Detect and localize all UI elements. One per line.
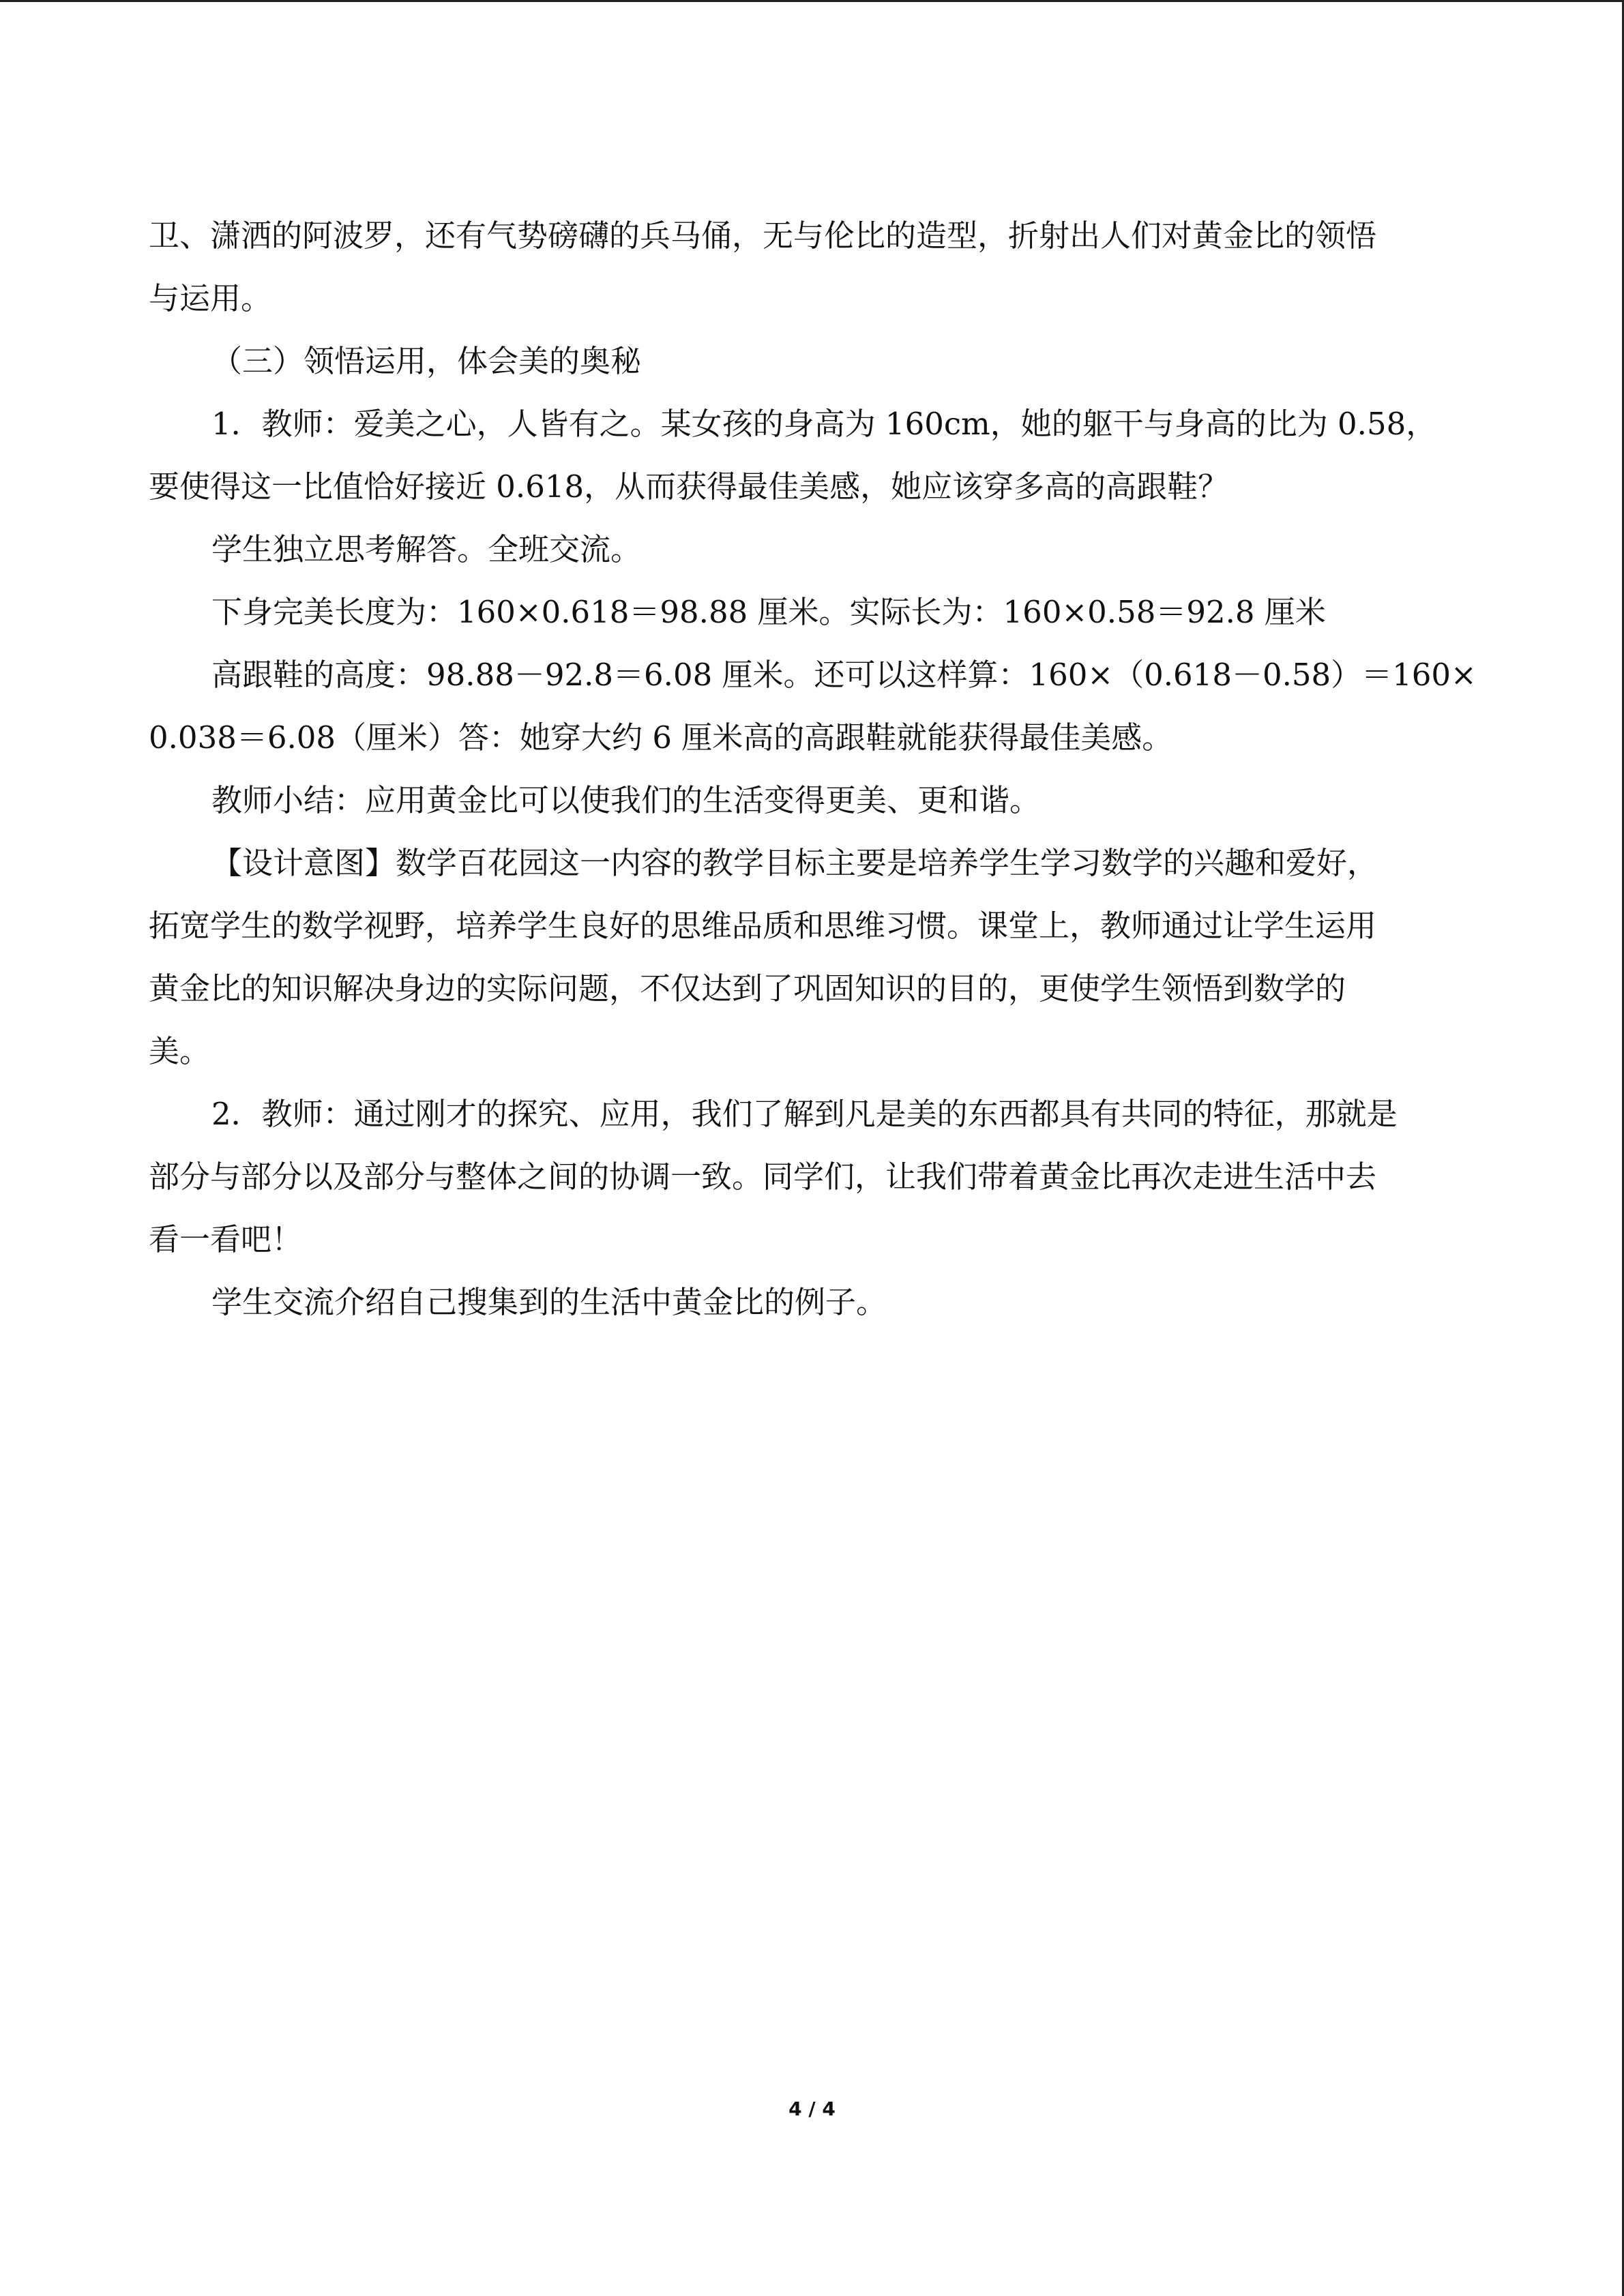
page-number: 4 / 4 <box>788 2098 836 2120</box>
design-intent-line: 【设计意图】数学百花园这一内容的教学目标主要是培养学生学习数学的兴趣和爱好， <box>211 845 1378 881</box>
paragraph-line: 部分与部分以及部分与整体之间的协调一致。同学们，让我们带着黄金比再次走进生活中去 <box>149 1159 1377 1195</box>
paragraph-line: 与运用。 <box>149 280 272 316</box>
paragraph-line: 2．教师：通过刚才的探究、应用，我们了解到凡是美的东西都具有共同的特征，那就是 <box>211 1096 1398 1132</box>
paragraph-line: 1．教师：爱美之心，人皆有之。某女孩的身高为 160cm，她的躯干与身高的比为 0.58， <box>211 406 1437 442</box>
paragraph-line: 学生独立思考解答。全班交流。 <box>211 531 642 567</box>
paragraph-line: 黄金比的知识解决身边的实际问题，不仅达到了巩固知识的目的，更使学生领悟到数学的 <box>149 970 1346 1007</box>
paragraph-line: 教师小结：应用黄金比可以使我们的生活变得更美、更和谐。 <box>211 782 1041 818</box>
page-border-top <box>0 0 1624 2</box>
paragraph-line: 学生交流介绍自己搜集到的生活中黄金比的例子。 <box>211 1284 887 1320</box>
paragraph-line: 0.038＝6.08（厘米）答：她穿大约 6 厘米高的高跟鞋就能获得最佳美感。 <box>149 719 1173 756</box>
paragraph-line: 下身完美长度为：160×0.618＝98.88 厘米。实际长为：160×0.58＝92.8 厘米 <box>211 594 1326 630</box>
paragraph-line: 看一看吧！ <box>149 1221 303 1257</box>
paragraph-line: 高跟鞋的高度：98.88－92.8＝6.08 厘米。还可以这样算：160×（0.618－0.58）＝160× <box>211 657 1477 693</box>
paragraph-line: 拓宽学生的数学视野，培养学生良好的思维品质和思维习惯。课堂上，教师通过让学生运用 <box>149 908 1377 944</box>
document-body <box>149 205 1486 1334</box>
paragraph-line: 美。 <box>149 1033 211 1069</box>
paragraph-line: 卫、潇洒的阿波罗，还有气势磅礴的兵马俑，无与伦比的造型，折射出人们对黄金比的领悟 <box>149 218 1377 254</box>
paragraph-line: 要使得这一比值恰好接近 0.618，从而获得最佳美感，她应该穿多高的高跟鞋？ <box>149 468 1229 505</box>
section-heading: （三）领悟运用，体会美的奥秘 <box>211 343 642 379</box>
